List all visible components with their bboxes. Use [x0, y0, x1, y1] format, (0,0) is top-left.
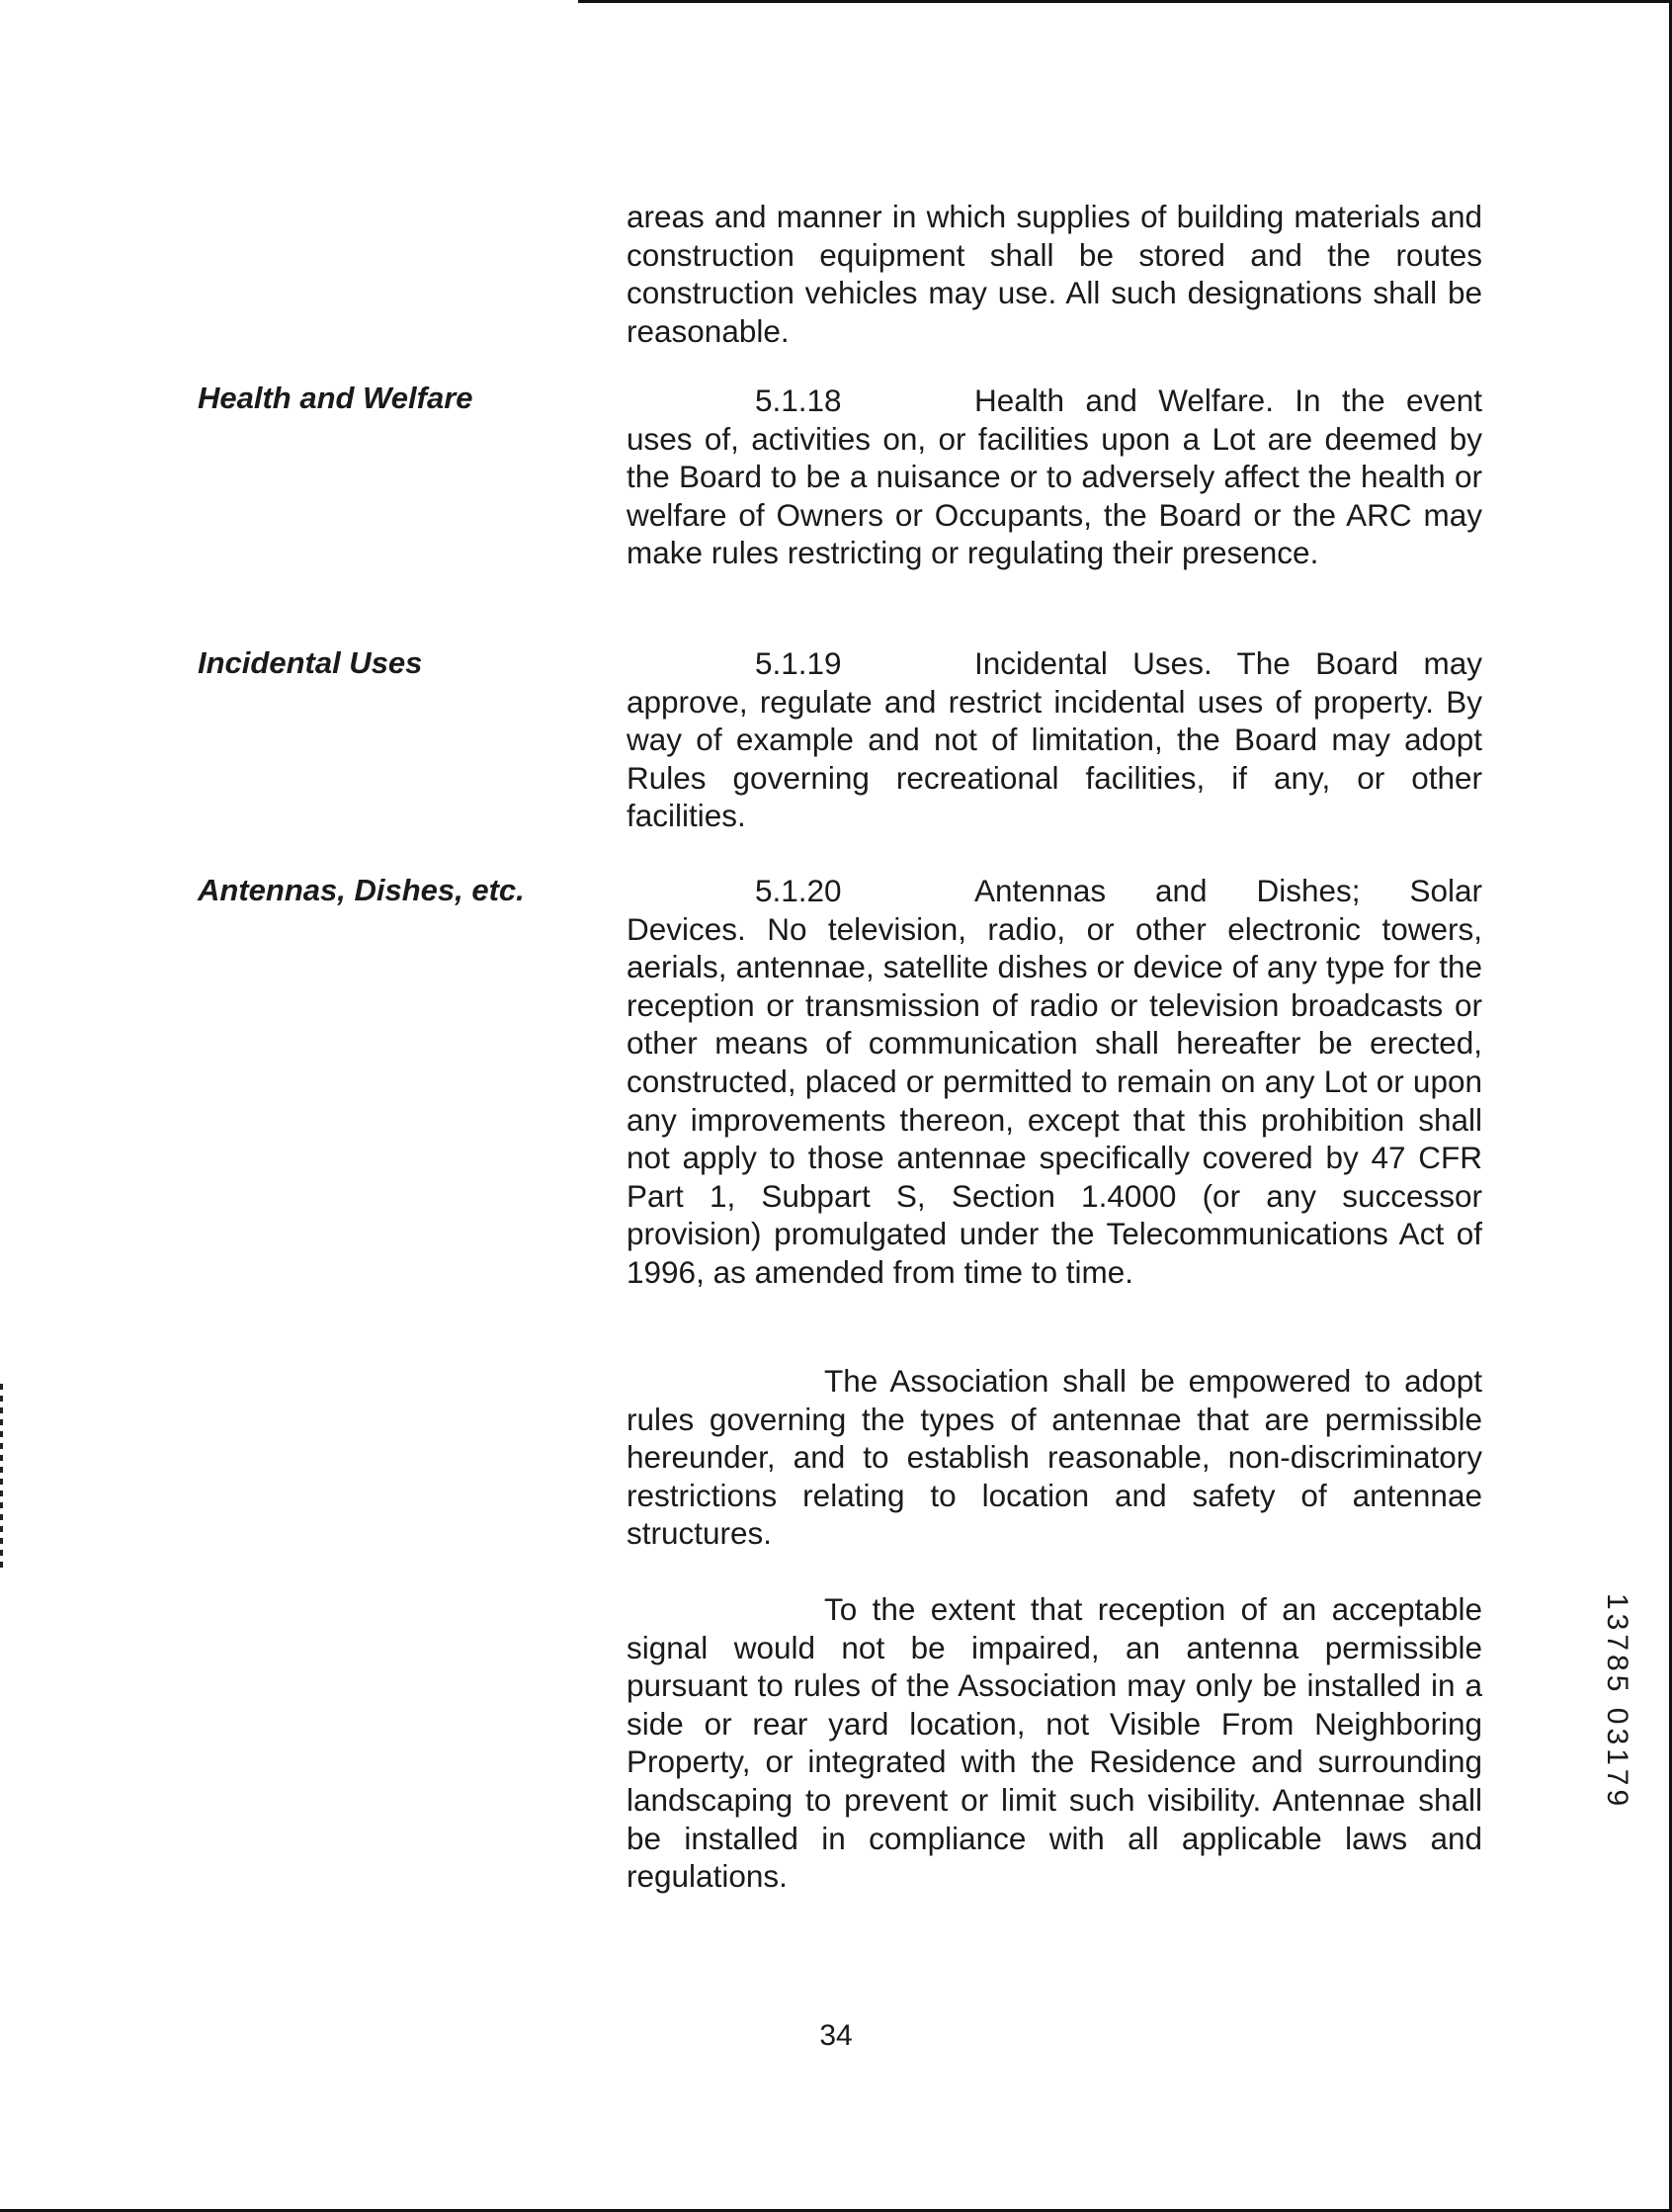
paragraph-extent: [627, 1590, 1482, 1896]
section-title: Health and Welfare.: [974, 383, 1274, 418]
section-body: The Board may approve, regulate and restrict incidental uses of property. By way of example and not of limitation, the Board may adopt Rules governing recreational facilities, if any, or other facilities.: [627, 645, 1482, 834]
section-body: No television, radio, or other electronic towers, aerials, antennae, satellite dishes or device of any type for the reception or transmission of radio or television broadcasts or other means of communication shall hereafter be erected, constructed, placed or permitted to remain on any Lot or upon any improvements thereon, except that this prohibition shall not apply to those antennae specifically covered by 47 CFR Part 1, Subpart S, Section 1.4000 (or any successor provision) promulgated under the Telecommunications Act of 1996, as amended from time to time.: [627, 910, 1482, 1290]
section-body: In the event uses of, activities on, or facilities upon a Lot are deemed by the Board to be a nuisance or to adversely affect the health or welfare of Owners or Occupants, the Board or the ARC may make rules restricting or regulating their presence.: [627, 383, 1483, 571]
paragraph-intro-text: areas and manner in which supplies of building materials and construction equipment shall be stored and the routes construction vehicles may use. All such designations shall be reasonable.: [627, 199, 1482, 349]
section-number: 5.1.19: [755, 645, 842, 681]
section-5-1-20: [627, 872, 1482, 1292]
section-5-1-19: [627, 644, 1482, 835]
page-number: 34: [819, 2019, 853, 2052]
section-number: 5.1.20: [755, 873, 842, 908]
section-5-1-18: [627, 382, 1482, 572]
paragraph-intro: [627, 198, 1482, 350]
recording-stamp: 13785 03179: [1601, 1593, 1633, 1811]
scan-border-top: [578, 0, 1672, 3]
margin-heading-antennas: Antennas, Dishes, etc.: [198, 873, 525, 907]
paragraph-association-text: The Association shall be empowered to adopt rules governing the types of antennae that are permissible hereunder, and to establish reasonable, non-discriminatory restrictions relating to location and safety of antennae structures.: [627, 1363, 1482, 1552]
scan-edge-marks: [0, 1384, 3, 1572]
paragraph-association: [627, 1362, 1482, 1553]
section-number: 5.1.18: [755, 383, 842, 418]
margin-heading-incidental-uses: Incidental Uses: [198, 645, 423, 680]
paragraph-extent-text: To the extent that reception of an acceptable signal would not be impaired, an antenna permissible pursuant to rules of the Association may only be installed in a side or rear yard location, not Visible From Neighboring Property, or integrated with the Residence and surrounding landscaping to prevent or limit such visibility. Antennae shall be installed in compliance with all applicable laws and regulations.: [627, 1591, 1482, 1895]
section-title: Antennas and Dishes; Solar Devices.: [627, 873, 1482, 947]
section-title: Incidental Uses.: [974, 645, 1212, 681]
margin-heading-health-welfare: Health and Welfare: [198, 381, 473, 415]
